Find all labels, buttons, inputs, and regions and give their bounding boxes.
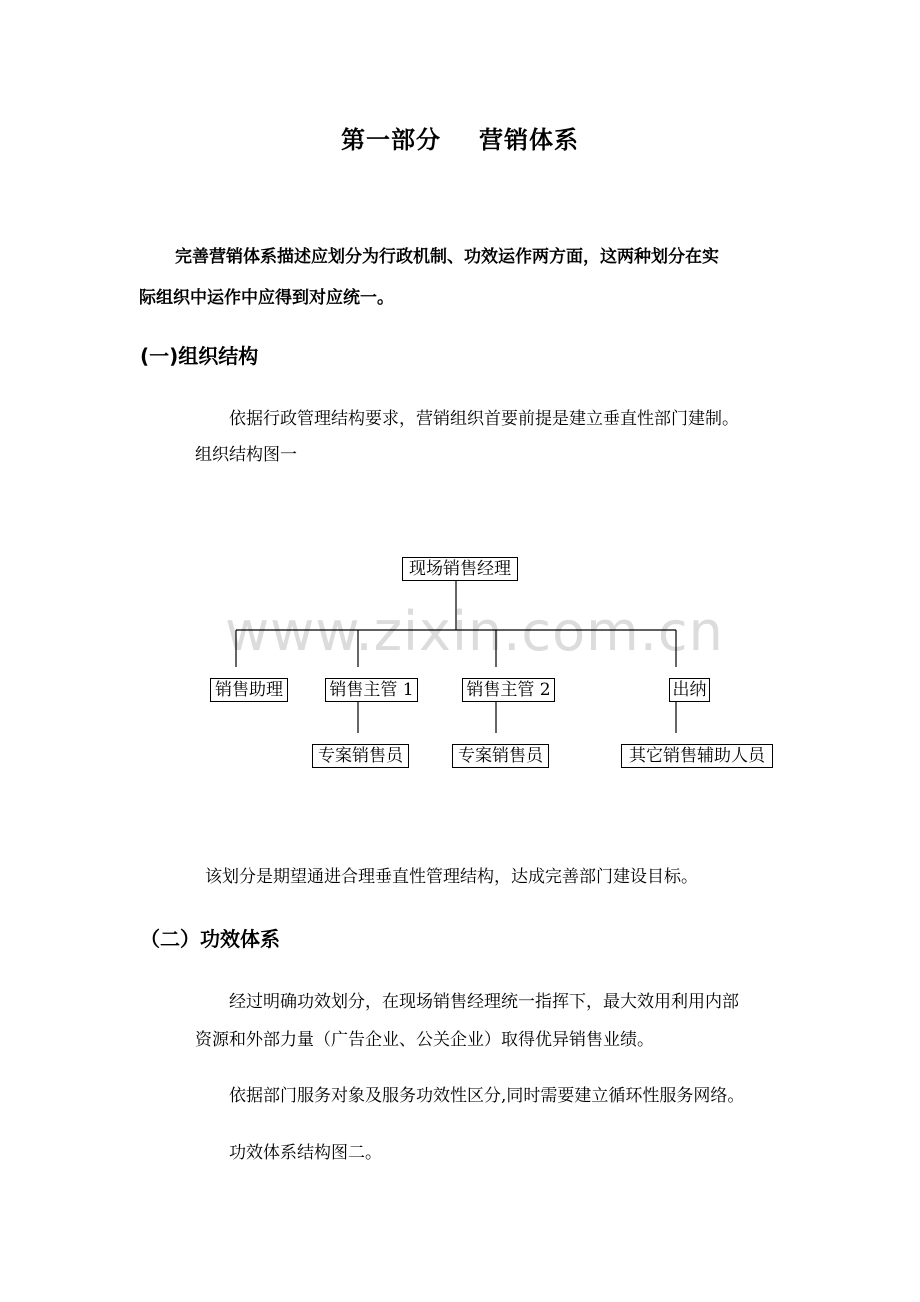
org-node-supervisor-1: 销售主管 1 (325, 678, 418, 702)
section2-para1-line1: 经过明确功效划分，在现场销售经理统一指挥下，最大效用利用内部 (229, 992, 739, 1012)
title-name: 营销体系 (479, 126, 579, 154)
section2-para2: 依据部门服务对象及服务功效性区分,同时需要建立循环性服务网络。 (229, 1086, 745, 1106)
title-part: 第一部分 (341, 126, 441, 154)
section1-paragraph: 依据行政管理结构要求，营销组织首要前提是建立垂直性部门建制。 (229, 409, 739, 429)
section2-para1-line2: 资源和外部力量（广告企业、公关企业）取得优异销售业绩。 (195, 1030, 654, 1050)
figure-caption: 组织结构图一 (195, 445, 297, 465)
org-node-sales-manager: 现场销售经理 (402, 557, 518, 581)
intro-line-2: 际组织中运作中应得到对应统一。 (139, 288, 394, 308)
section1-heading: (一)组织结构 (140, 344, 259, 368)
org-node-other-support-staff: 其它销售辅助人员 (621, 744, 773, 768)
section2-para3: 功效体系结构图二。 (229, 1143, 382, 1163)
intro-line-1: 完善营销体系描述应划分为行政机制、功效运作两方面，这两种划分在实 (175, 247, 719, 267)
org-node-cashier: 出纳 (669, 678, 710, 702)
section2-heading: （二）功效体系 (140, 927, 280, 951)
watermark: www.zixin.com.cn (225, 600, 724, 663)
section1-conclusion: 该划分是期望通进合理垂直性管理结构，达成完善部门建设目标。 (205, 867, 698, 887)
org-node-sales-rep-2: 专案销售员 (452, 744, 549, 768)
org-node-sales-rep-1: 专案销售员 (312, 744, 409, 768)
org-node-sales-assistant: 销售助理 (210, 678, 288, 702)
org-node-supervisor-2: 销售主管 2 (462, 678, 555, 702)
